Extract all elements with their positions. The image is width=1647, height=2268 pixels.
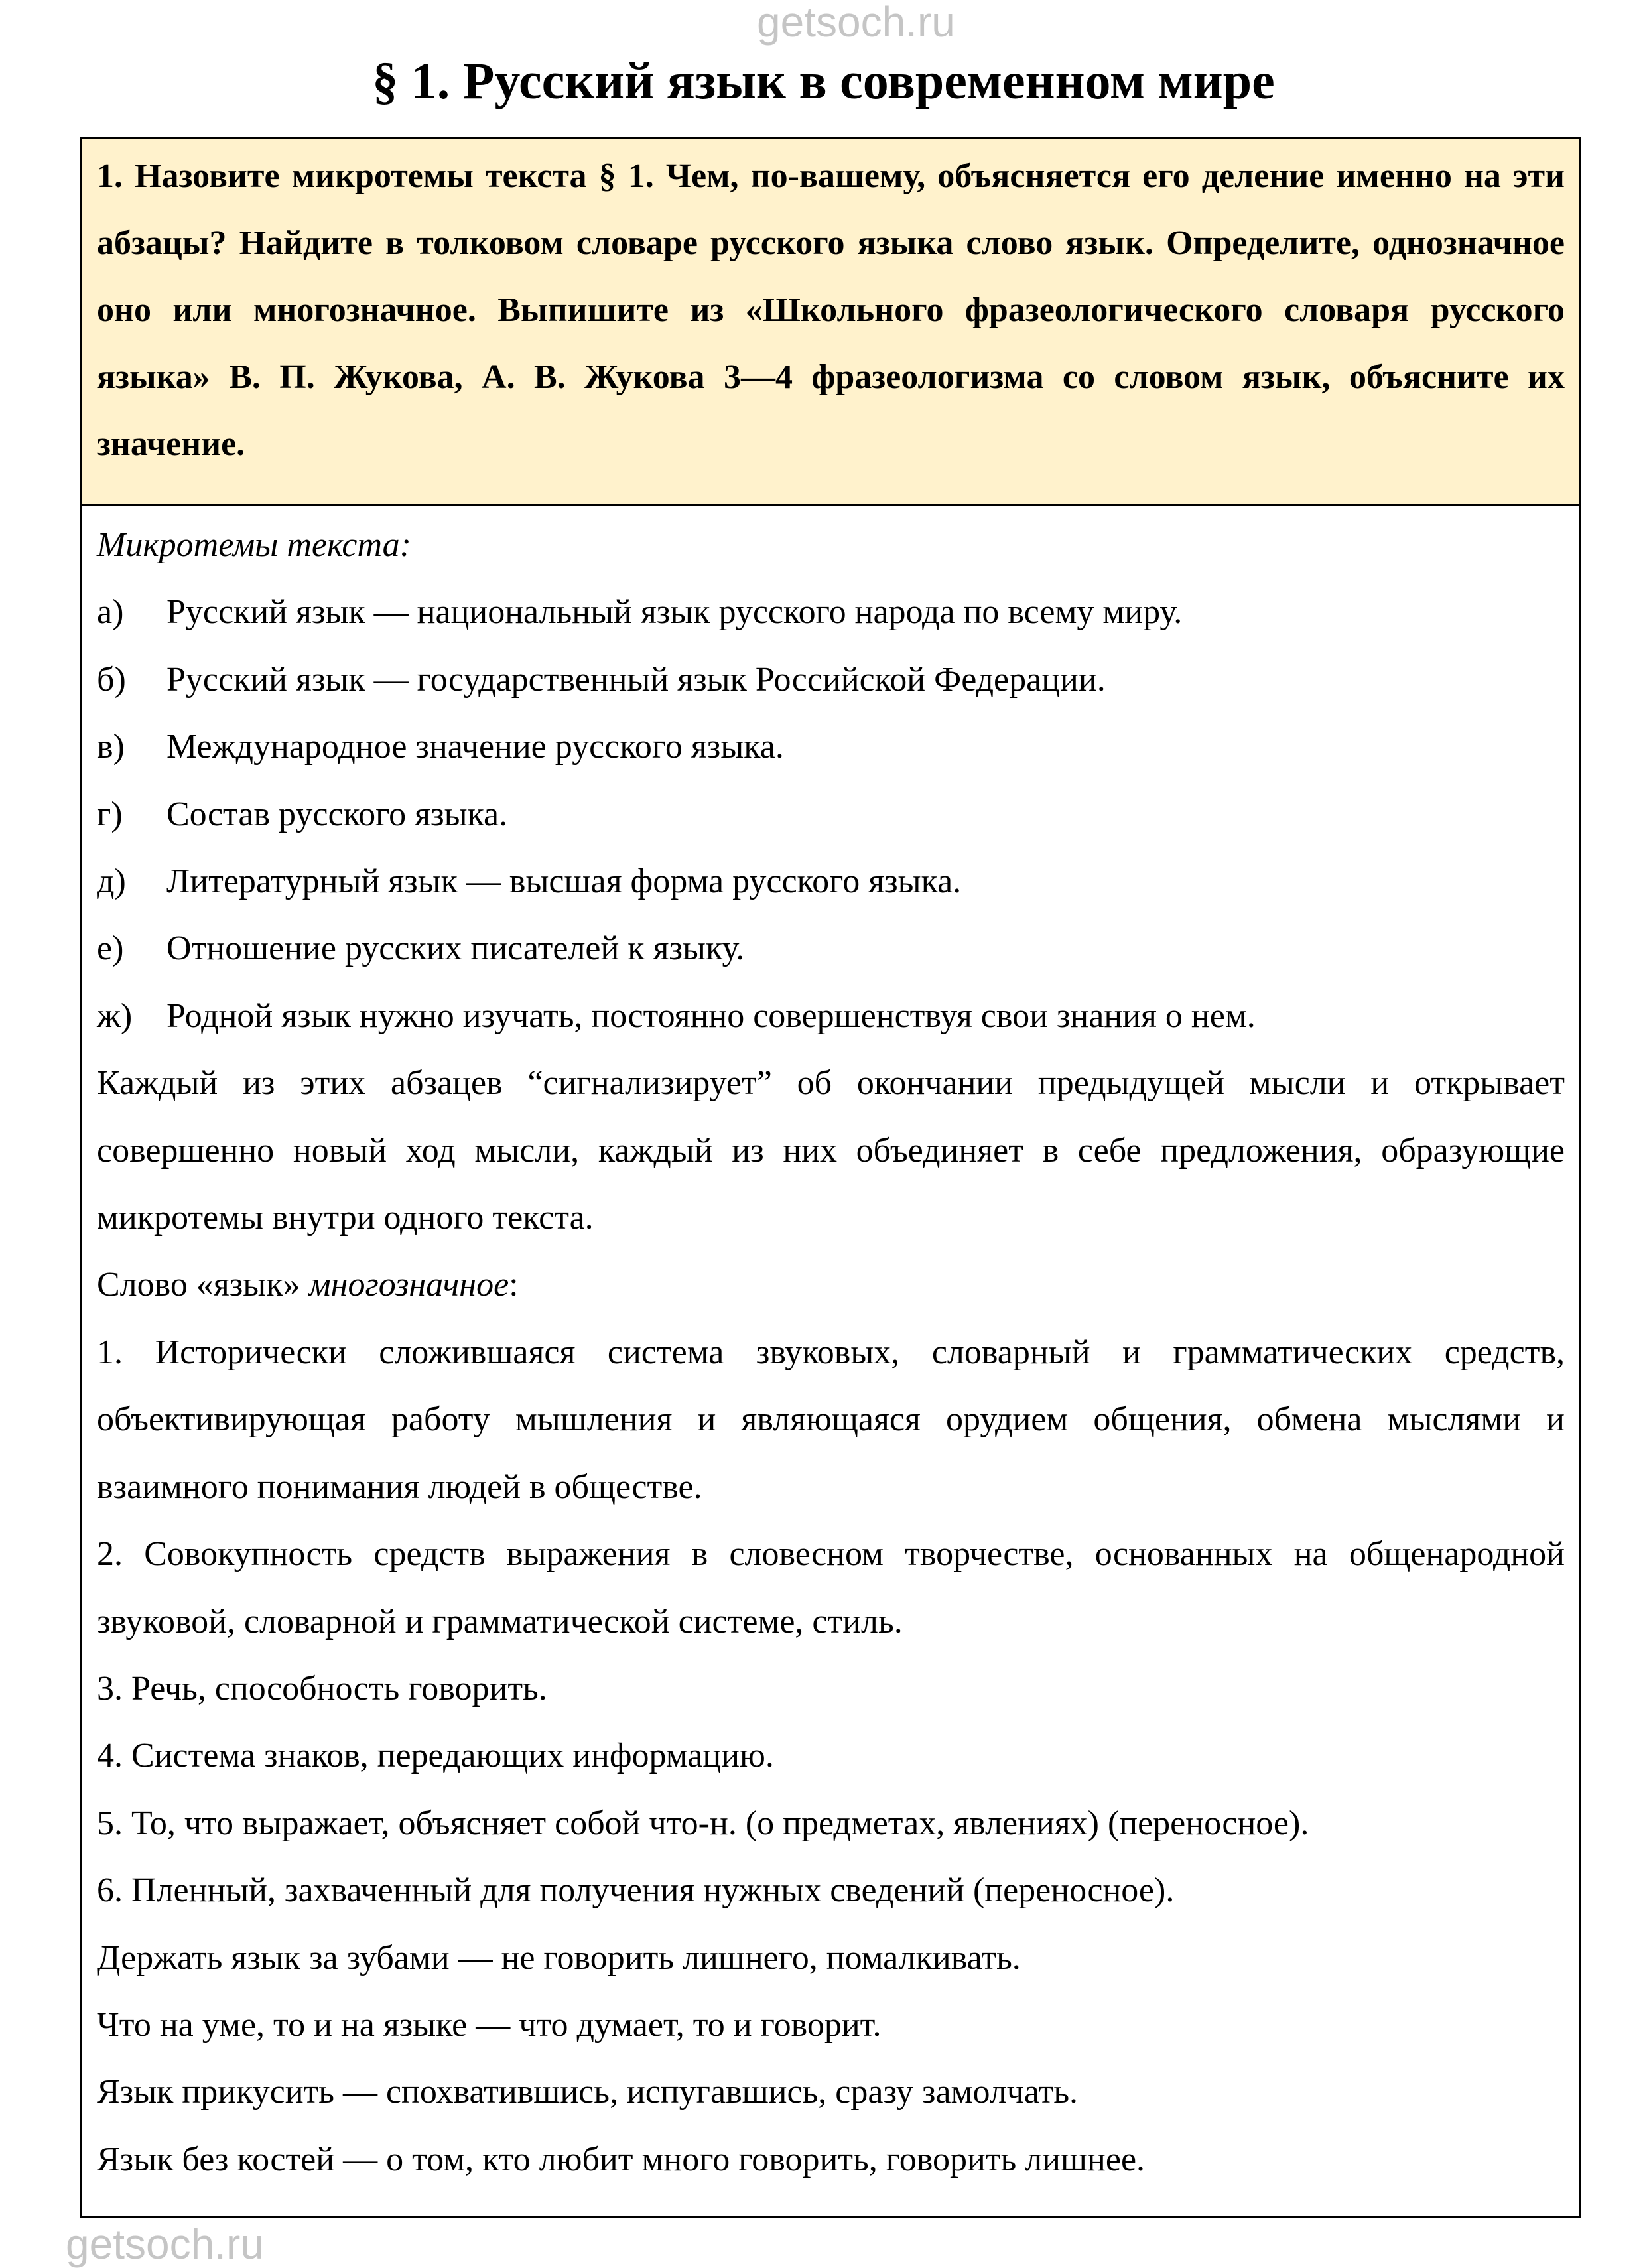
item-label: е): [97, 929, 124, 968]
item-text: Литературный язык — высшая форма русского языка.: [166, 862, 962, 901]
item-label: в): [97, 728, 125, 766]
meaning-item: 6. Пленный, захваченный для получения нужных сведений (переносное).: [97, 1871, 1175, 1910]
meanings-list: [97, 1319, 1565, 1924]
page-title: § 1. Русский язык в современном мире: [372, 52, 1275, 109]
microthemes-list: [97, 578, 1565, 1049]
item-text: Международное значение русского языка.: [166, 728, 784, 766]
item-label: г): [97, 795, 123, 833]
idiom-item: Язык прикусить — спохватившись, испугавшись, сразу замолчать.: [97, 2073, 1079, 2111]
meaning-item: 2. Совокупность средств выражения в словесном творчестве, основанных на общенародной звуковой, словарной и грамматической системе, стиль.: [97, 1535, 1565, 1640]
item-label: д): [97, 862, 126, 901]
microtheme-item: [97, 915, 1565, 982]
microtheme-item: [97, 982, 1565, 1049]
microthemes-heading: Микротемы текста:: [97, 526, 411, 564]
item-label: ж): [97, 996, 133, 1035]
word-intro: Слово «язык» многозначное:: [97, 1266, 519, 1304]
answer-section: [82, 506, 1579, 2216]
meaning-item: 5. То, что выражает, объясняет собой что-н. (о предметах, явлениях) (переносное).: [97, 1804, 1309, 1842]
watermark: getsoch.ru: [757, 0, 955, 46]
microtheme-item: [97, 578, 1565, 645]
item-text: Русский язык — национальный язык русского народа по всему миру.: [166, 593, 1183, 632]
microtheme-item: [97, 713, 1565, 780]
item-label: б): [97, 660, 126, 699]
idioms-list: [97, 1924, 1565, 2194]
microtheme-item: [97, 781, 1565, 848]
item-label: а): [97, 593, 124, 632]
idiom-item: Язык без костей — о том, кто любит много говорить, говорить лишнее.: [97, 2140, 1146, 2178]
meaning-item: 3. Речь, способность говорить.: [97, 1669, 547, 1707]
item-text: Отношение русских писателей к языку.: [166, 929, 745, 968]
meaning-item: 4. Система знаков, передающих информацию.: [97, 1737, 774, 1775]
microtheme-item: [97, 646, 1565, 713]
meaning-item: 1. Исторически сложившаяся система звуковых, словарный и грамматических средств, объективирующая работу мышления и являющаяся орудием общения, обмена мыслями и взаимного понимания людей в обществе.: [97, 1333, 1565, 1506]
microtheme-item: [97, 848, 1565, 915]
idiom-item: Держать язык за зубами — не говорить лишнего, помалкивать.: [97, 1938, 1021, 1977]
idiom-item: Что на уме, то и на языке — что думает, то и говорит.: [97, 2005, 882, 2044]
item-text: Родной язык нужно изучать, постоянно совершенствуя свои знания о нем.: [166, 996, 1256, 1035]
item-text: Состав русского языка.: [166, 795, 508, 833]
task-question: 1. Назовите микротемы текста § 1. Чем, по-вашему, объясняется его деление именно на эти абзацы? Найдите в толковом словаре русского языка слово язык. Определите, однозначное оно или многозначное. Выпишите из «Школьного фразеологического словаря русского языка» В. П. Жукова, А. В. Жукова 3—4 фразеологизма со словом язык, объясните их значение.: [82, 139, 1579, 506]
exercise-box: [80, 137, 1581, 2218]
item-text: Русский язык — государственный язык Российской Федерации.: [166, 660, 1106, 699]
explanation-paragraph: Каждый из этих абзацев “сигнализирует” об окончании предыдущей мысли и открывает совершенно новый ход мысли, каждый из них объединяет в себе предложения, образующие микротемы внутри одного текста.: [97, 1064, 1565, 1237]
watermark: getsoch.ru: [66, 2220, 264, 2268]
